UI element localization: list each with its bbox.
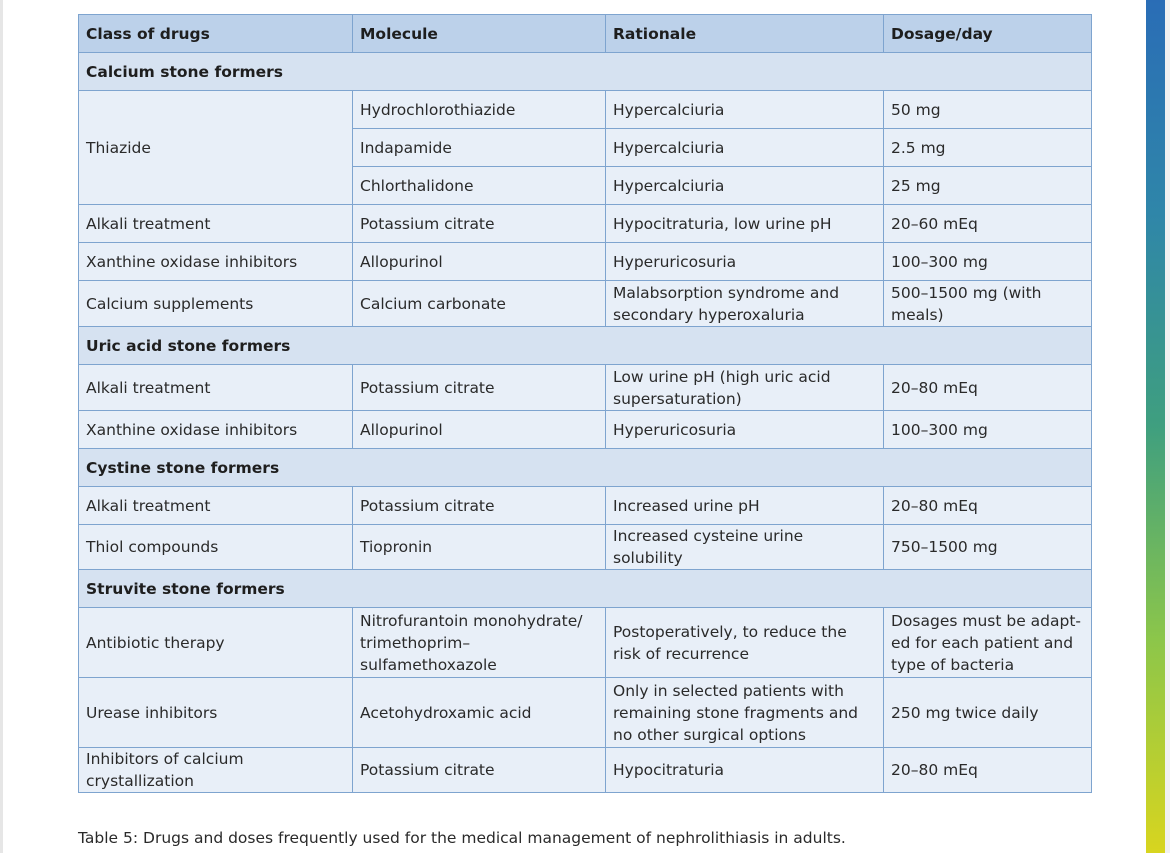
- table-row: [79, 91, 1092, 129]
- dosage-cell: 750–1500 mg: [884, 525, 1092, 570]
- dosage-cell: 20–80 mEq: [884, 487, 1092, 525]
- dosage-cell: 20–80 mEq: [884, 748, 1092, 793]
- table-row: [79, 365, 1092, 411]
- molecule-cell: Potassium citrate: [353, 748, 606, 793]
- molecule-cell: Allopurinol: [353, 411, 606, 449]
- table-row: [79, 525, 1092, 570]
- class-cell: Xanthine oxidase inhibitors: [79, 411, 353, 449]
- dosage-cell: 50 mg: [884, 91, 1092, 129]
- header-molecule: Molecule: [353, 15, 606, 53]
- header-rationale: Rationale: [606, 15, 884, 53]
- section-row: [79, 327, 1092, 365]
- rationale-cell: Only in selected patients with remaining stone fragments and no other surgical options: [606, 678, 884, 748]
- dosage-cell: 20–80 mEq: [884, 365, 1092, 411]
- rationale-cell: Hyperuricosuria: [606, 411, 884, 449]
- molecule-cell: Chlorthalidone: [353, 167, 606, 205]
- rationale-cell: Postoperatively, to reduce the risk of recurrence: [606, 608, 884, 678]
- table-row: [79, 205, 1092, 243]
- class-cell: Alkali treatment: [79, 205, 353, 243]
- section-row: [79, 449, 1092, 487]
- section-calcium: Calcium stone formers: [79, 53, 1092, 91]
- table-row: [79, 748, 1092, 793]
- header-row: [79, 15, 1092, 53]
- section-row: [79, 570, 1092, 608]
- rationale-cell: Hyperuricosuria: [606, 243, 884, 281]
- class-cell: Alkali treatment: [79, 487, 353, 525]
- class-cell: Calcium supplements: [79, 281, 353, 327]
- dosage-cell: 2.5 mg: [884, 129, 1092, 167]
- rationale-cell: Increased cysteine urine solubility: [606, 525, 884, 570]
- header-dosage: Dosage/day: [884, 15, 1092, 53]
- molecule-cell: Tiopronin: [353, 525, 606, 570]
- molecule-cell: Indapamide: [353, 129, 606, 167]
- class-cell: Urease inhibitors: [79, 678, 353, 748]
- section-uric-acid: Uric acid stone formers: [79, 327, 1092, 365]
- class-cell: Inhibitors of calcium crystallization: [79, 748, 353, 793]
- table-row: [79, 281, 1092, 327]
- class-cell: Thiol compounds: [79, 525, 353, 570]
- molecule-cell: Potassium citrate: [353, 205, 606, 243]
- table-row: [79, 411, 1092, 449]
- dosage-cell: 25 mg: [884, 167, 1092, 205]
- rationale-cell: Hypercalciuria: [606, 167, 884, 205]
- dosage-cell: 100–300 mg: [884, 243, 1092, 281]
- rationale-cell: Low urine pH (high uric acid supersaturation): [606, 365, 884, 411]
- rationale-cell: Hypercalciuria: [606, 129, 884, 167]
- drugs-table: [78, 14, 1092, 793]
- rationale-cell: Malabsorption syndrome and secondary hyperoxaluria: [606, 281, 884, 327]
- section-cystine: Cystine stone formers: [79, 449, 1092, 487]
- molecule-cell: Calcium carbonate: [353, 281, 606, 327]
- dosage-cell: 20–60 mEq: [884, 205, 1092, 243]
- rationale-cell: Hypocitraturia: [606, 748, 884, 793]
- class-cell: Alkali treatment: [79, 365, 353, 411]
- molecule-cell: Potassium citrate: [353, 487, 606, 525]
- header-class: Class of drugs: [79, 15, 353, 53]
- page-right-edge: [1165, 0, 1170, 853]
- section-struvite: Struvite stone formers: [79, 570, 1092, 608]
- decorative-gradient-bar: [1146, 0, 1165, 853]
- table-row: [79, 608, 1092, 678]
- rationale-cell: Hypocitraturia, low urine pH: [606, 205, 884, 243]
- table-row: [79, 487, 1092, 525]
- table-caption: Table 5: Drugs and doses frequently used for the medical management of nephrolithiasis in adults.: [78, 829, 846, 847]
- table-row: [79, 678, 1092, 748]
- section-row: [79, 53, 1092, 91]
- dosage-cell: 100–300 mg: [884, 411, 1092, 449]
- molecule-cell: Nitrofurantoin monohydrate/ trimethoprim–sulfamethoxazole: [353, 608, 606, 678]
- dosage-cell: 250 mg twice daily: [884, 678, 1092, 748]
- molecule-cell: Acetohydroxamic acid: [353, 678, 606, 748]
- class-cell: Thiazide: [79, 91, 353, 205]
- molecule-cell: Allopurinol: [353, 243, 606, 281]
- molecule-cell: Hydrochlorothiazide: [353, 91, 606, 129]
- class-cell: Xanthine oxidase inhibitors: [79, 243, 353, 281]
- dosage-cell: Dosages must be adapt-ed for each patient and type of bacteria: [884, 608, 1092, 678]
- dosage-cell: 500–1500 mg (with meals): [884, 281, 1092, 327]
- page-left-edge: [0, 0, 3, 853]
- class-cell: Antibiotic therapy: [79, 608, 353, 678]
- table-row: [79, 243, 1092, 281]
- rationale-cell: Increased urine pH: [606, 487, 884, 525]
- rationale-cell: Hypercalciuria: [606, 91, 884, 129]
- molecule-cell: Potassium citrate: [353, 365, 606, 411]
